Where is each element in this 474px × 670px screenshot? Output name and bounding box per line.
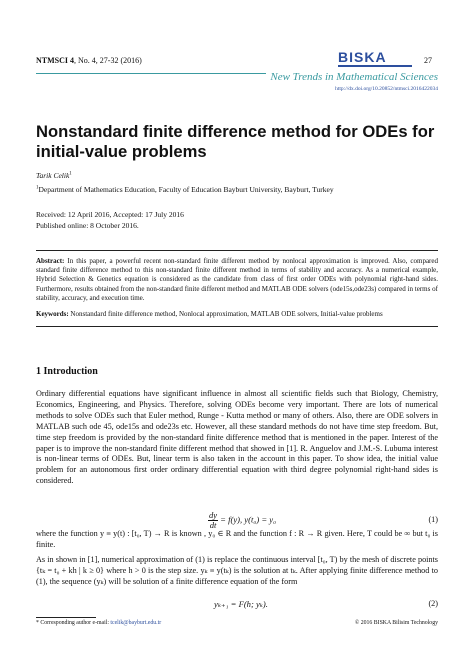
equation-2-number: (2) bbox=[428, 599, 438, 608]
affiliation bbox=[36, 185, 334, 194]
journal-reference bbox=[36, 56, 142, 65]
published-online: Published online: 8 October 2016. bbox=[36, 221, 139, 230]
equation-1-number: (1) bbox=[428, 515, 438, 524]
affiliation-sup: 1 bbox=[36, 185, 39, 191]
dates bbox=[36, 209, 184, 231]
author-line bbox=[36, 171, 72, 180]
author-name: Tarik Celik bbox=[36, 171, 70, 180]
keywords bbox=[36, 310, 438, 318]
intro-paragraph-1: Ordinary differential equations have significant influence in almost all scientific fields such that Biology, Chemistry, Economics, Engineering, and Physics. Therefore, solving ODEs become very important. There are lots of numerical methods to solve ODEs such that Euler method, Runge - Kutta method or many of others. Also, there are ODE solvers in MATLAB such ode 45, ode15s and ode23s etc. However, all these standard methods do not have time step freedom. But, time step freedom is provided by the non-standard finite difference method that is mentioned in the paper. Interest of the paper is to improve the non-standard finite different method that showed in [1]. R. Anguelov and J.M.-S. Lubuma interest is non-linear terms of ODEs. But, linear term is also taken in the account in this paper. To show idea, the initial value problem for an autonomous first order ordinary differential equation with third degree polynomial right-hand sides is considered. bbox=[36, 389, 438, 486]
copyright: © 2016 BISKA Bilisim Technology bbox=[354, 620, 438, 626]
page-number: 27 bbox=[424, 56, 432, 65]
intro-paragraph-3: As in shown in [1], numerical approximation of (1) is replace the continuous interval [t₀, T) by the mesh of discrete points {tₖ = t₀ + kh | k ≥ 0} where h > 0 is the step size. yₖ ≡ y(tₖ) is the solution at tₖ. After applying finite difference method to (1), the sequence (yₖ) will be solution of a finite difference equation of the form bbox=[36, 555, 438, 586]
biska-logo bbox=[338, 50, 416, 66]
journal-issue: , No. 4, 27-32 (2016) bbox=[74, 56, 142, 65]
abstract bbox=[36, 257, 438, 303]
footnote-rule bbox=[36, 617, 96, 618]
abstract-rule-bottom bbox=[36, 326, 438, 327]
abstract-text: In this paper, a powerful recent non-standard finite different method by nonlocal approximation is improved. Also, compared standard finite difference method to this non-standard finite different method in terms of stability and accuracy. As a numerical example, Hybrid Selection & Genetics equation is considered as the candidate from class of first order ODEs with polynomial right-hand sides. Furthermore, results obtained from the non-standard finite different method and MATLAB ODE solvers (ode15s,ode23s) compared in terms of stability, accuracy, and execution time. bbox=[36, 257, 438, 302]
equation-2: yₖ₊₁ = F(h; yₖ). bbox=[214, 599, 268, 609]
derivative-fraction bbox=[208, 511, 218, 530]
keywords-text: Nonstandard finite difference method, Nonlocal approximation, MATLAB ODE solvers, Initial-value problems bbox=[70, 310, 383, 318]
section-heading: 1 Introduction bbox=[36, 366, 98, 377]
abstract-rule-top bbox=[36, 250, 438, 251]
fraction-numerator: dy bbox=[209, 510, 218, 520]
fraction-denominator: dt bbox=[209, 520, 217, 530]
footnote-prefix: * Corresponding author e-mail: bbox=[36, 620, 111, 626]
received-accepted: Received: 12 April 2016, Accepted: 17 July 2016 bbox=[36, 210, 184, 219]
author-sup: 1 bbox=[69, 171, 72, 177]
series-title: New Trends in Mathematical Sciences bbox=[266, 71, 438, 83]
logo-text: BISKA bbox=[338, 49, 387, 65]
author-email-link[interactable]: tcelik@bayburt.edu.tr bbox=[110, 620, 162, 626]
abstract-label: Abstract: bbox=[36, 257, 65, 265]
footnote bbox=[36, 620, 161, 626]
logo-underline bbox=[338, 65, 412, 67]
keywords-label: Keywords: bbox=[36, 310, 69, 318]
paper-title: Nonstandard finite difference method for ODEs for initial-value problems bbox=[36, 122, 435, 161]
equation-1 bbox=[208, 511, 276, 530]
affiliation-text: Department of Mathematics Education, Faculty of Education Bayburt University, Bayburt, Turkey bbox=[38, 185, 334, 194]
journal-name: NTMSCI 4 bbox=[36, 56, 75, 65]
equation-1-rhs: = f(y), y(t₀) = y₀ bbox=[220, 514, 277, 525]
doi-link[interactable]: http://dx.doi.org/10.20852/ntmsci.2016422034 bbox=[335, 86, 438, 92]
intro-paragraph-2: where the function y ≡ y(t) : [t₀, T) → R is known , y₀ ∈ R and the function f : R → R given. Here, T could be ∞ but t₀ is finite. bbox=[36, 529, 438, 549]
